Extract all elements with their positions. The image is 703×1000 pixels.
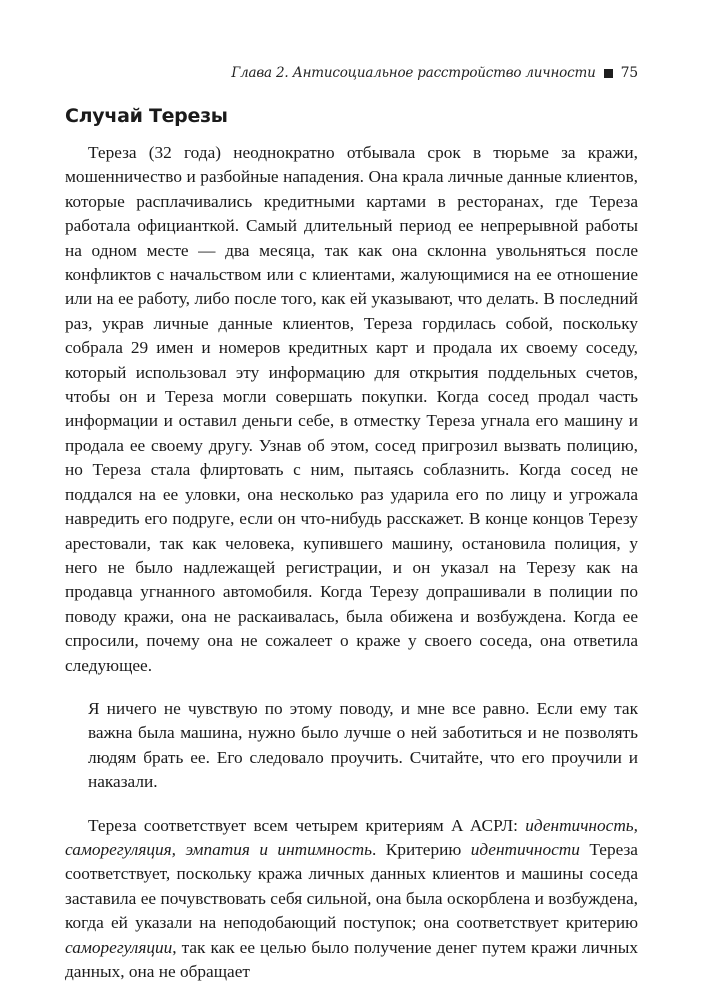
- analysis-term-identity: идентичности: [470, 839, 580, 859]
- square-bullet-icon: [604, 69, 613, 78]
- analysis-text-3: Тереза соответствует, поскольку кража личных данных клиентов и машины соседа заставила ее почувствовать себя сильной, она была оскорблена и возбуждена, когда ей указали на неподобающий поступок; она соответствует критерию: [65, 839, 638, 933]
- analysis-text-1: Тереза соответствует всем четырем критериям A АСРЛ:: [88, 815, 526, 835]
- analysis-criteria-list: идентичность, саморегуляция, эмпатия и интимность: [65, 815, 638, 859]
- running-header: [65, 62, 638, 84]
- section-title: Случай Терезы: [65, 105, 228, 127]
- running-title: Глава 2. Антисоциальное расстройство личности: [231, 65, 596, 81]
- quote-paragraph: Я ничего не чувствую по этому поводу, и мне все равно. Если ему так важна была машина, нужно было лучше о ней заботиться и не позволять людям брать ее. Его следовало проучить. Считайте, что его проучили и наказали.: [88, 698, 638, 792]
- analysis-text-4: , так как ее целью было получение денег путем кражи личных данных, она не обращает: [65, 937, 638, 981]
- analysis-paragraph: [65, 814, 638, 985]
- book-page: [65, 62, 638, 984]
- analysis-text-2: . Критерию: [372, 839, 471, 859]
- analysis-term-selfregulation: саморегуляции: [65, 937, 173, 957]
- page-number: 75: [620, 65, 638, 81]
- case-paragraph: Тереза (32 года) неоднократно отбывала срок в тюрьме за кражи, мошенничество и разбойные нападения. Она крала личные данные клиентов, которые расплачивались кредитными картами в ресторанах, где Тереза работала официанткой. Самый длительный период ее непрерывной работы на одном месте — два месяца, так как она склонна увольняться после конфликтов с начальством или с клиентами, жалующимися на ее отношение или на ее работу, либо после того, как ей указывают, что делать. В последний раз, украв личные данные клиентов, Тереза гордилась собой, поскольку собрала 29 имен и номеров кредитных карт и продала их своему соседу, который использовал эту информацию для открытия поддельных счетов, чтобы он и Тереза могли совершать покупки. Когда сосед продал часть информации и оставил деньги себе, в отместку Тереза угнала его машину и продала ее своему другу. Узнав об этом, сосед пригрозил вызвать полицию, но Тереза стала флиртовать с ним, пытаясь соблазнить. Когда сосед не поддался на ее уловки, она несколько раз ударила его по лицу и угрожала навредить его подруге, если он что-нибудь расскажет. В конце концов Терезу арестовали, так как человека, купившего машину, остановила полиция, у него не было надлежащей регистрации, и он указал на Терезу как на продавца угнанного автомобиля. Когда Терезу допрашивали в полиции по поводу кражи, она не раскаивалась, была обижена и возбуждена. Когда ее спросили, почему она не сожалеет о краже у своего соседа, она ответила следующее.: [65, 143, 638, 675]
